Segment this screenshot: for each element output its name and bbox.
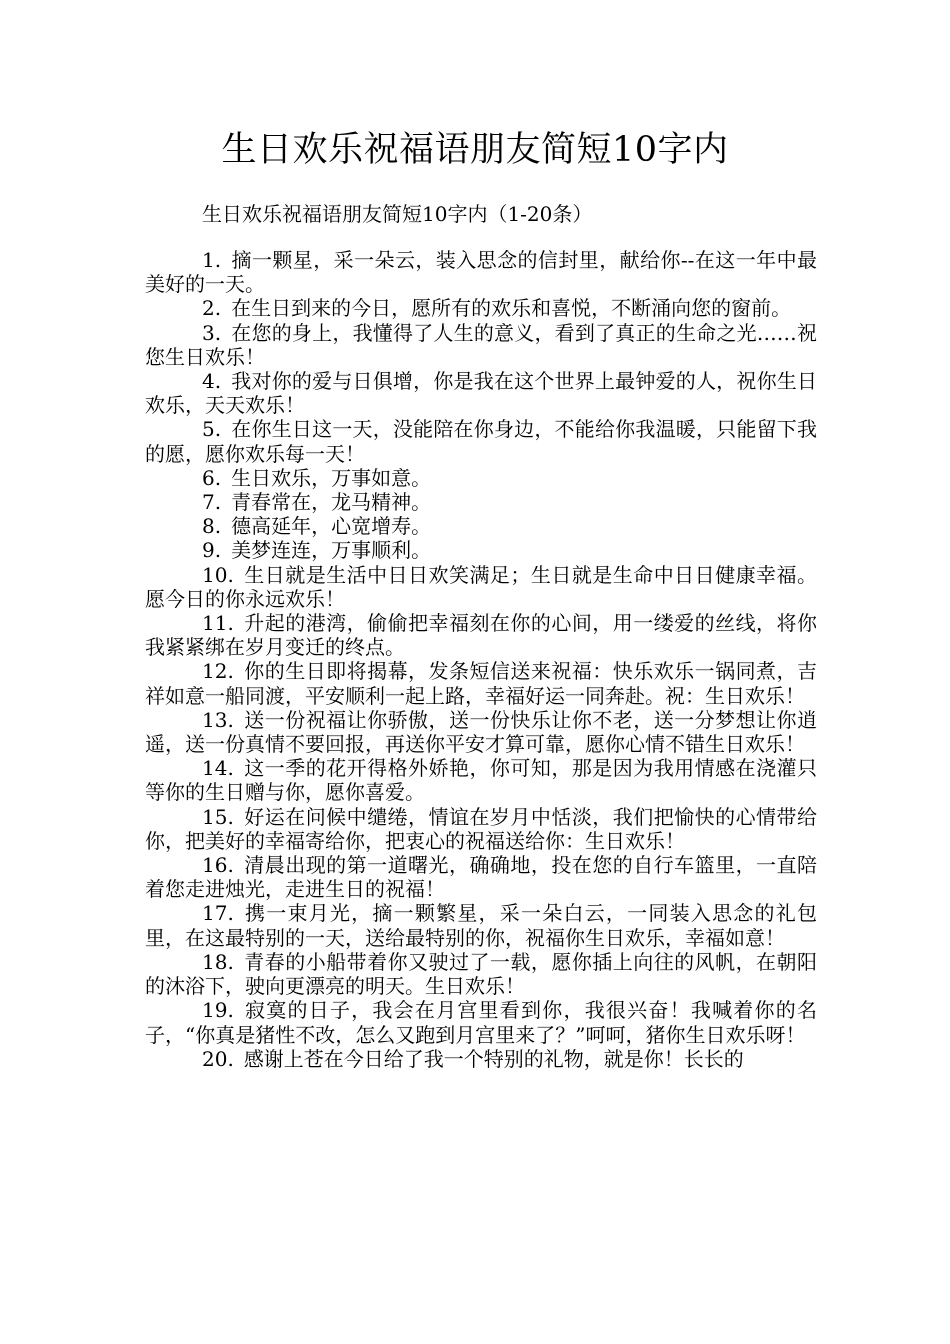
item-number: 2. (202, 296, 222, 321)
list-item (145, 296, 817, 320)
item-number: 5. (202, 417, 222, 442)
list-item (145, 853, 817, 901)
list-item (145, 490, 817, 514)
item-number: 10. (202, 562, 234, 587)
item-number: 8. (202, 514, 222, 539)
document-title: 生日欢乐祝福语朋友简短10字内 (221, 130, 729, 170)
item-text: 感谢上苍在今日给了我一个特别的礼物，就是你！长长的 (243, 1046, 744, 1071)
blessing-list (145, 248, 817, 1071)
list-item (145, 901, 817, 949)
item-text: 摘一颗星，采一朵云，装入思念的信封里，献给你--在这一年中最美好的一天。 (145, 248, 817, 297)
item-number: 12. (202, 659, 234, 684)
item-number: 20. (202, 1046, 234, 1071)
list-item (145, 659, 817, 707)
item-text: 送一份祝福让你骄傲，送一份快乐让你不老，送一分梦想让你逍遥，送一份真情不要回报，再送你平安才算可靠，愿你心情不错生日欢乐！ (145, 707, 817, 757)
item-text: 德高延年，心宽增寿。 (231, 514, 432, 539)
item-number: 17. (202, 901, 234, 926)
list-item (145, 708, 817, 756)
item-number: 13. (202, 707, 234, 732)
list-item (145, 998, 817, 1046)
item-text: 美梦连连，万事顺利。 (231, 538, 432, 563)
list-item (145, 248, 817, 296)
item-text: 在你生日这一天，没能陪在你身边，不能给你我温暖，只能留下我的愿，愿你欢乐每一天！ (145, 417, 817, 466)
item-number: 9. (202, 538, 222, 563)
list-item (145, 805, 817, 853)
item-number: 4. (202, 369, 222, 394)
list-item (145, 417, 817, 465)
item-text: 清晨出现的第一道曙光，确确地，投在您的自行车篮里，一直陪着您走进烛光，走进生日的祝福！ (145, 853, 817, 902)
item-text: 生日欢乐，万事如意。 (231, 465, 432, 490)
item-number: 16. (202, 853, 234, 878)
item-text: 携一束月光，摘一颗繁星，采一朵白云，一同装入思念的礼包里，在这最特别的一天，送给最特别的你，祝福你生日欢乐，幸福如意！ (145, 901, 817, 950)
item-number: 19. (202, 998, 234, 1023)
item-number: 6. (202, 465, 222, 490)
item-text: 在您的身上，我懂得了人生的意义，看到了真正的生命之光……祝您生日欢乐！ (145, 320, 817, 369)
list-item (145, 369, 817, 417)
list-item (145, 538, 817, 562)
list-item (145, 611, 817, 659)
item-number: 1. (202, 248, 222, 272)
item-number: 3. (202, 320, 222, 345)
list-item (145, 1047, 817, 1071)
item-number: 7. (202, 490, 222, 515)
item-text: 在生日到来的今日，愿所有的欢乐和喜悦，不断涌向您的窗前。 (231, 296, 792, 321)
list-item (145, 321, 817, 369)
document-subtitle: 生日欢乐祝福语朋友简短10字内（1-20条） (202, 202, 593, 226)
list-item (145, 563, 817, 611)
item-text: 生日就是生活中日日欢笑满足；生日就是生命中日日健康幸福。愿今日的你永远欢乐！ (145, 562, 817, 611)
list-item (145, 514, 817, 538)
list-item (145, 466, 817, 490)
list-item (145, 950, 817, 998)
item-number: 14. (202, 756, 234, 781)
item-text: 好运在问候中缱绻，情谊在岁月中恬淡，我们把愉快的心情带给你，把美好的幸福寄给你，把衷心的祝福送给你：生日欢乐！ (145, 804, 817, 853)
item-text: 寂寞的日子，我会在月宫里看到你，我很兴奋！我喊着你的名子，“你真是猪性不改，怎么又跑到月宫里来了？”呵呵，猪你生日欢乐呀！ (145, 998, 817, 1047)
item-number: 15. (202, 804, 234, 829)
item-text: 青春的小船带着你又驶过了一载，愿你插上向往的风帆，在朝阳的沐浴下，驶向更漂亮的明天。生日欢乐！ (145, 949, 817, 999)
item-text: 这一季的花开得格外娇艳，你可知，那是因为我用情感在浇灌只等你的生日赠与你，愿你喜爱。 (145, 756, 817, 805)
item-text: 升起的港湾，偷偷把幸福刻在你的心间，用一缕爱的丝线，将你我紧紧绑在岁月变迁的终点。 (145, 611, 817, 660)
item-number: 18. (202, 949, 234, 974)
list-item (145, 756, 817, 804)
item-text: 青春常在，龙马精神。 (231, 490, 432, 515)
item-text: 你的生日即将揭幕，发条短信送来祝福：快乐欢乐一锅同煮，吉祥如意一船同渡，平安顺利一起上路，幸福好运一同奔赴。祝：生日欢乐！ (145, 659, 817, 708)
item-number: 11. (202, 611, 234, 636)
item-text: 我对你的爱与日俱增，你是我在这个世界上最钟爱的人，祝你生日欢乐，天天欢乐！ (145, 369, 817, 418)
